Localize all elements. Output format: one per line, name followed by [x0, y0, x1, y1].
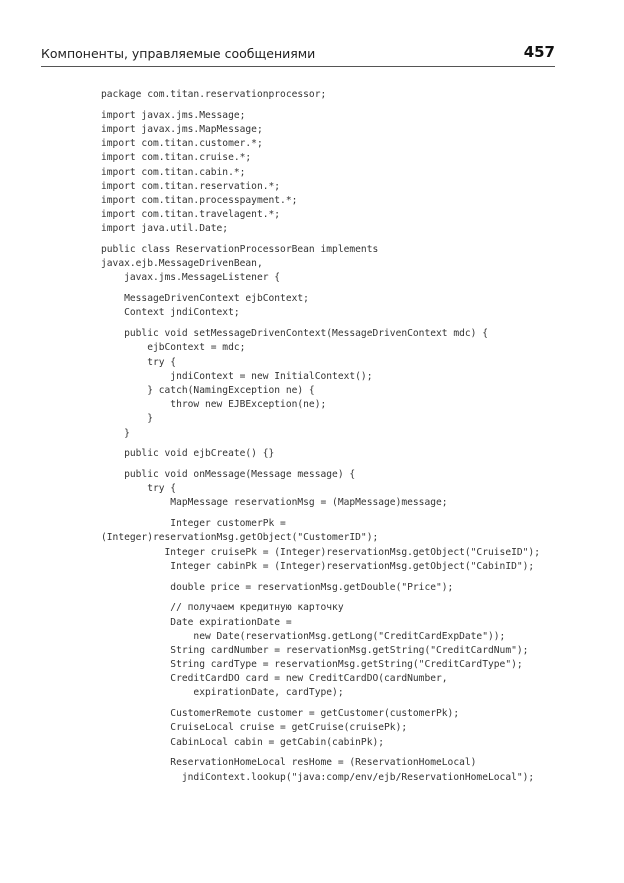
code-block-gap — [101, 236, 540, 243]
code-line: package com.titan.reservationprocessor; — [101, 89, 327, 100]
code-line: } — [101, 427, 130, 439]
code-line: public void ejbCreate() {} — [101, 448, 275, 460]
code-line: throw new EJBException(ne); — [101, 399, 327, 411]
code-block-gap — [101, 102, 540, 109]
code-block-gap — [101, 574, 540, 581]
chapter-title: Компоненты, управляемые сообщениями — [41, 46, 316, 61]
code-line: import com.titan.travelagent.*; — [101, 209, 281, 221]
code-block-gap — [101, 461, 540, 468]
code-block-gap — [101, 750, 540, 757]
code-line: public class ReservationProcessorBean implements — [101, 244, 379, 256]
code-block-gap — [101, 595, 540, 602]
code-line: String cardType = reservationMsg.getString("CreditCardType"); — [101, 659, 523, 671]
code-line: } — [101, 413, 153, 425]
code-line: expirationDate, cardType); — [101, 687, 344, 699]
code-line: ejbContext = mdc; — [101, 342, 246, 354]
code-line: try { — [101, 483, 177, 495]
code-line: CreditCardDO card = new CreditCardDO(cardNumber, — [101, 673, 448, 685]
code-line: MapMessage reservationMsg = (MapMessage)message; — [101, 497, 448, 509]
code-line: (Integer)reservationMsg.getObject("CustomerID"); — [101, 532, 379, 544]
code-line: Date expirationDate = — [101, 616, 292, 628]
code-line: CruiseLocal cruise = getCruise(cruisePk); — [101, 722, 408, 734]
code-line: import com.titan.cruise.*; — [101, 152, 252, 164]
code-line: MessageDrivenContext ejbContext; — [101, 293, 309, 305]
code-block-gap — [101, 441, 540, 448]
code-line: jndiContext.lookup("java:comp/env/ejb/ReservationHomeLocal"); — [101, 771, 535, 783]
code-line: javax.jms.MessageListener { — [101, 272, 281, 284]
code-listing — [101, 88, 540, 785]
code-line: try { — [101, 356, 177, 368]
code-line: // получаем кредитную карточку — [101, 602, 344, 614]
code-line: CustomerRemote customer = getCustomer(customerPk); — [101, 708, 460, 720]
code-line: } catch(NamingException ne) { — [101, 384, 315, 396]
code-line: javax.ejb.MessageDrivenBean, — [101, 258, 263, 270]
code-line: import com.titan.customer.*; — [101, 138, 263, 150]
page-number: 457 — [523, 43, 555, 61]
code-line: Integer cruisePk = (Integer)reservationMsg.getObject("CruiseID"); — [101, 546, 540, 558]
code-line: public void setMessageDrivenContext(MessageDrivenContext mdc) { — [101, 328, 488, 340]
running-header — [41, 42, 555, 67]
code-line: Integer cabinPk = (Integer)reservationMsg.getObject("CabinID"); — [101, 560, 535, 572]
code-line: import javax.jms.MapMessage; — [101, 123, 263, 135]
code-line: String cardNumber = reservationMsg.getString("CreditCardNum"); — [101, 644, 529, 656]
code-line: double price = reservationMsg.getDouble("Price"); — [101, 581, 454, 593]
code-line: import com.titan.reservation.*; — [101, 180, 281, 192]
code-line: import com.titan.cabin.*; — [101, 166, 246, 178]
code-line: ReservationHomeLocal resHome = (ReservationHomeLocal) — [101, 757, 477, 769]
code-block-gap — [101, 701, 540, 708]
code-line: import java.util.Date; — [101, 223, 229, 235]
code-line: jndiContext = new InitialContext(); — [101, 370, 373, 382]
code-line: Context jndiContext; — [101, 307, 240, 319]
code-block-gap — [101, 321, 540, 328]
code-line: import javax.jms.Message; — [101, 109, 246, 121]
code-line: new Date(reservationMsg.getLong("CreditCardExpDate")); — [101, 630, 506, 642]
code-line: Integer customerPk = — [101, 518, 286, 530]
code-line: CabinLocal cabin = getCabin(cabinPk); — [101, 736, 385, 748]
code-line: public void onMessage(Message message) { — [101, 469, 356, 481]
code-block-gap — [101, 286, 540, 293]
code-line: import com.titan.processpayment.*; — [101, 194, 298, 206]
code-block-gap — [101, 511, 540, 518]
